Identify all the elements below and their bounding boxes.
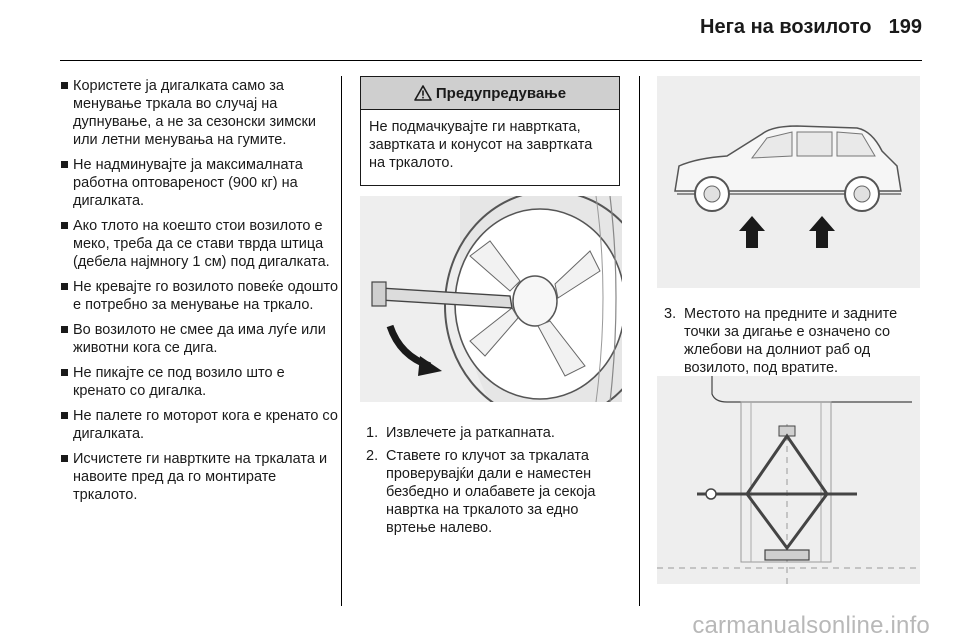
page-title: Нега на возилото [700, 16, 872, 38]
warning-text: Не подмачкувајте ги навртката, завртката и конусот на завртката на тркалото. [369, 119, 593, 171]
list-item: Во возилото не смее да има луѓе или животни кога се дига. [60, 321, 340, 357]
scissor-jack-drawing [657, 376, 920, 584]
step-text: Местото на предните и задните точки за дигање е означено со жлебови на долниот раб од возилото, под вратите. [684, 306, 898, 376]
car-side-drawing [657, 76, 920, 288]
page-number: 199 [888, 16, 922, 38]
step-number: 1. [366, 425, 379, 441]
list-item [366, 447, 622, 537]
step-number: 3. [664, 306, 677, 322]
step-text: Ставете го клучот за тркалата проверувајќи дали е наместен безбедно и олабавете ја секоја навртка на тркалото за едно вртење налево. [386, 448, 596, 536]
step-text: Извлечете ја раткапната. [386, 425, 555, 441]
scissor-jack-illustration [657, 376, 920, 584]
warning-box [360, 76, 620, 186]
precautions-list [60, 77, 340, 511]
list-item: Не палете го моторот кога е кренато со дигалката. [60, 407, 340, 443]
list-item: Ако тлото на коешто стои возилото е меко, треба да се стави тврда штица (дебела најмногу 1 см) под дигалката. [60, 217, 340, 271]
list-item: Не надминувајте ја максималната работна оптовареност (900 кг) на дигалката. [60, 156, 340, 210]
list-item: Користете ја дигалката само за менување тркала во случај на дупнување, а не за сезонски зимски или летни менувања на гумите. [60, 77, 340, 149]
warning-header [361, 77, 619, 110]
column-divider-left [341, 76, 342, 606]
jacking-point-steps [664, 305, 926, 382]
step-number: 2. [366, 448, 379, 464]
warning-triangle-icon [414, 85, 432, 101]
column-divider-right [639, 76, 640, 606]
site-watermark: carmanualsonline.info [692, 612, 930, 639]
rear-jack-arrow-icon [809, 216, 835, 248]
list-item: Не кревајте го возилото повеќе одошто е потребно за менување на тркало. [60, 278, 340, 314]
list-item: Не пикајте се под возило што е кренато со дигалка. [60, 364, 340, 400]
car-jacking-points-illustration [657, 76, 920, 288]
wheel-removal-steps [366, 424, 622, 542]
list-item: Исчистете ги навртките на тркалата и навоите пред да го монтирате тркалото. [60, 450, 340, 504]
wheel-wrench-illustration [360, 196, 622, 402]
front-jack-arrow-icon [739, 216, 765, 248]
list-item [664, 305, 926, 377]
header-divider [60, 60, 922, 61]
wheel-wrench-drawing [360, 196, 622, 402]
warning-title: Предупредување [435, 84, 567, 102]
list-item [366, 424, 622, 442]
